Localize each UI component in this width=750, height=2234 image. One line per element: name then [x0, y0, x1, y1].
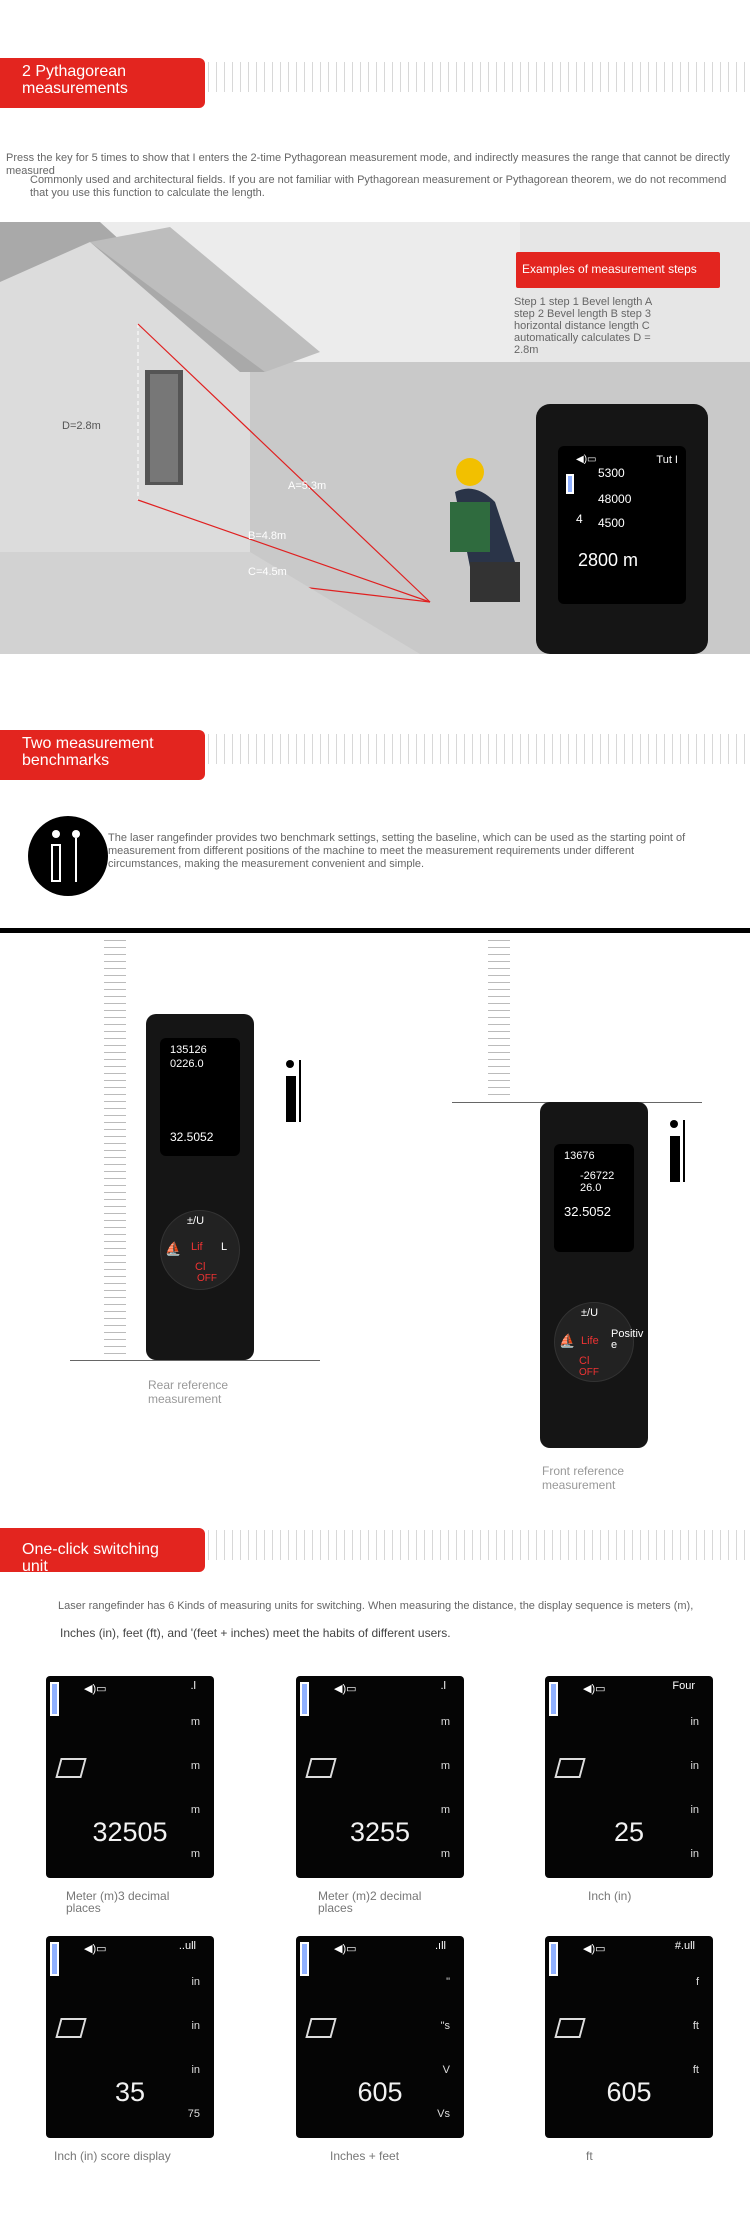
pythagorean-description: Press the key for 5 times to show that I enters the 2-time Pythagorean measurement mode, and indirectly measures the range that cannot be directly measured	[6, 152, 730, 177]
steps-text: Step 1 step 1 Bevel length A step 2 Bevel length B step 3 horizontal distance length C automatically calculates D = 2.8m	[514, 296, 652, 356]
label-d: D=2.8m	[62, 420, 101, 432]
front-mid-label: Life	[581, 1335, 599, 1347]
unit-label: m	[190, 1848, 200, 1860]
front-line-3: 26.0	[580, 1182, 602, 1194]
unit-label: f	[695, 1976, 699, 1988]
label-b: B=4.8m	[248, 530, 287, 542]
rear-ci-label: Cl	[195, 1261, 206, 1273]
steps-title-badge: Examples of measurement steps	[516, 252, 720, 288]
front-result: 32.5052	[564, 1204, 611, 1219]
measure-mode-icon	[55, 2018, 86, 2038]
signal-label: Four	[672, 1680, 695, 1692]
units-description-1: Laser rangefinder has 6 Kinds of measuring units for switching. When measuring the distance, the display sequence is meters (m),	[58, 1600, 694, 1612]
unit-label: Vs	[437, 2108, 450, 2120]
rear-up-label: ±/U	[187, 1215, 205, 1227]
screen-value-2: 48000	[598, 492, 632, 506]
tile-value: 35	[114, 2077, 146, 2107]
unit-label: "s	[440, 2020, 450, 2032]
signal-label: .l	[440, 1680, 446, 1692]
reference-icon	[50, 1942, 59, 1976]
divider	[0, 928, 750, 933]
unit-label: 75	[187, 2108, 200, 2120]
rear-screen	[160, 1038, 240, 1156]
reference-icon	[50, 1682, 59, 1716]
tile-value: 3255	[349, 1817, 411, 1847]
unit-label: V	[442, 2064, 450, 2076]
baseline	[70, 1360, 320, 1361]
reference-switch-icon: ⛵	[559, 1333, 576, 1348]
unit-label: m	[190, 1760, 200, 1772]
battery-icon: ◀)▭	[84, 1683, 107, 1695]
reference-switch-icon: ⛵	[165, 1241, 182, 1256]
screen-value-3: 4500	[598, 516, 625, 530]
front-caption: Front reference measurement	[542, 1464, 625, 1492]
screen-result: 2800 m	[578, 550, 639, 570]
measure-mode-icon	[554, 1758, 585, 1778]
battery-icon: ◀)▭	[334, 1943, 357, 1955]
benchmark-icon	[28, 816, 108, 896]
rear-line-2: 0226.0	[170, 1058, 204, 1070]
unit-label: ft	[692, 2020, 699, 2032]
battery-icon: ◀)▭	[576, 454, 597, 465]
vertical-ruler	[488, 940, 510, 1100]
battery-icon: ◀)▭	[583, 1943, 606, 1955]
battery-icon: ◀)▭	[84, 1943, 107, 1955]
tile-value: 605	[606, 2077, 652, 2107]
reference-icon	[549, 1942, 558, 1976]
front-line-1: 13676	[564, 1150, 595, 1162]
rear-reference-icon	[286, 1060, 294, 1126]
rear-l-label: L	[221, 1241, 228, 1253]
reference-icon	[549, 1682, 558, 1716]
section-tag-units: One-click switching unit	[0, 1528, 205, 1572]
units-description-2: Inches (in), feet (ft), and '(feet + inches) meet the habits of different users.	[60, 1626, 451, 1640]
pythagorean-illustration	[0, 222, 750, 654]
rear-result: 32.5052	[170, 1130, 214, 1144]
unit-tile	[296, 1676, 464, 1878]
unit-caption: ft	[586, 2149, 593, 2163]
unit-caption: Meter (m)3 decimal places	[66, 1889, 170, 1915]
rear-control-pad[interactable]	[160, 1210, 240, 1290]
signal-label: #.ull	[674, 1940, 695, 1952]
front-ci-label: Cl	[579, 1355, 590, 1367]
screen-top-label: Tut I	[656, 454, 678, 466]
unit-caption: Inch (in) score display	[54, 2149, 171, 2163]
ruler-decoration	[208, 1530, 750, 1574]
unit-label: m	[190, 1716, 200, 1728]
unit-label: m	[440, 1848, 450, 1860]
unit-label: m	[440, 1804, 450, 1816]
measure-mode-icon	[55, 1758, 86, 1778]
unit-label: in	[690, 1716, 699, 1728]
measure-mode-icon	[305, 1758, 336, 1778]
unit-label: in	[690, 1848, 699, 1860]
reference-icon	[566, 474, 574, 494]
unit-label: m	[190, 1804, 200, 1816]
rear-mid-label: Lif	[191, 1241, 203, 1253]
front-pos-label: Positiv e	[611, 1328, 644, 1351]
unit-caption: Inches + feet	[330, 2149, 400, 2163]
rear-line-1: 135126	[170, 1044, 207, 1056]
tile-value: 25	[613, 1817, 645, 1847]
front-up-label: ±/U	[581, 1307, 599, 1319]
unit-tile	[46, 1936, 214, 2138]
unit-label: ft	[692, 2064, 699, 2076]
signal-label: ..ull	[178, 1940, 196, 1952]
unit-label: in	[690, 1804, 699, 1816]
unit-label: m	[440, 1760, 450, 1772]
front-screen	[554, 1144, 634, 1252]
unit-label: m	[440, 1716, 450, 1728]
front-off-label: OFF	[579, 1367, 599, 1378]
battery-icon: ◀)▭	[583, 1683, 606, 1695]
tile-value: 605	[357, 2077, 403, 2107]
label-a: A=5.3m	[288, 480, 327, 492]
rear-device	[146, 1014, 254, 1360]
reference-icon	[300, 1682, 309, 1716]
battery-icon: ◀)▭	[334, 1683, 357, 1695]
unit-label: in	[191, 2064, 200, 2076]
vertical-ruler	[104, 940, 126, 1360]
label-c: C=4.5m	[248, 566, 287, 578]
front-device	[540, 1102, 648, 1448]
device-screen	[558, 446, 686, 604]
front-control-pad[interactable]	[554, 1302, 644, 1382]
unit-caption: Meter (m)2 decimal places	[318, 1889, 422, 1915]
signal-label: .l	[190, 1680, 196, 1692]
section-tag-pythagorean: 2 Pythagorean measurements	[0, 58, 205, 108]
front-line-2: -26722	[580, 1170, 615, 1182]
tile-value: 32505	[92, 1817, 168, 1847]
unit-label: "	[446, 1976, 450, 1988]
screen-value-1: 5300	[598, 466, 625, 480]
rear-off-label: OFF	[197, 1273, 217, 1284]
unit-tile	[545, 1936, 713, 2138]
unit-label: in	[191, 1976, 200, 1988]
measure-mode-icon	[554, 2018, 585, 2038]
signal-label: .ıll	[435, 1940, 446, 1952]
unit-caption: Inch (in)	[588, 1889, 632, 1903]
unit-label: in	[191, 2020, 200, 2032]
front-reference-icon	[670, 1120, 678, 1186]
ruler-decoration	[208, 734, 750, 778]
screen-index: 4	[576, 512, 583, 526]
section-tag-benchmarks: Two measurement benchmarks	[0, 730, 205, 780]
pythagorean-warning: Commonly used and architectural fields. If you are not familiar with Pythagorean measurement or Pythagorean theorem, we do not recommend that you use this function to calculate the length.	[30, 174, 727, 199]
measure-mode-icon	[305, 2018, 336, 2038]
rear-caption: Rear reference measurement	[148, 1378, 229, 1406]
ruler-decoration	[208, 62, 750, 106]
unit-label: in	[690, 1760, 699, 1772]
unit-tile	[545, 1676, 713, 1878]
reference-icon	[300, 1942, 309, 1976]
unit-tile	[296, 1936, 464, 2138]
unit-tile	[46, 1676, 214, 1878]
benchmark-description: The laser rangefinder provides two benchmark settings, setting the baseline, which can be used as the starting point of measurement from different positions of the machine to meet the measurement requirements under different circumstances, making the measurement convenient and simple.	[108, 832, 686, 870]
rangefinder-device	[536, 404, 708, 654]
